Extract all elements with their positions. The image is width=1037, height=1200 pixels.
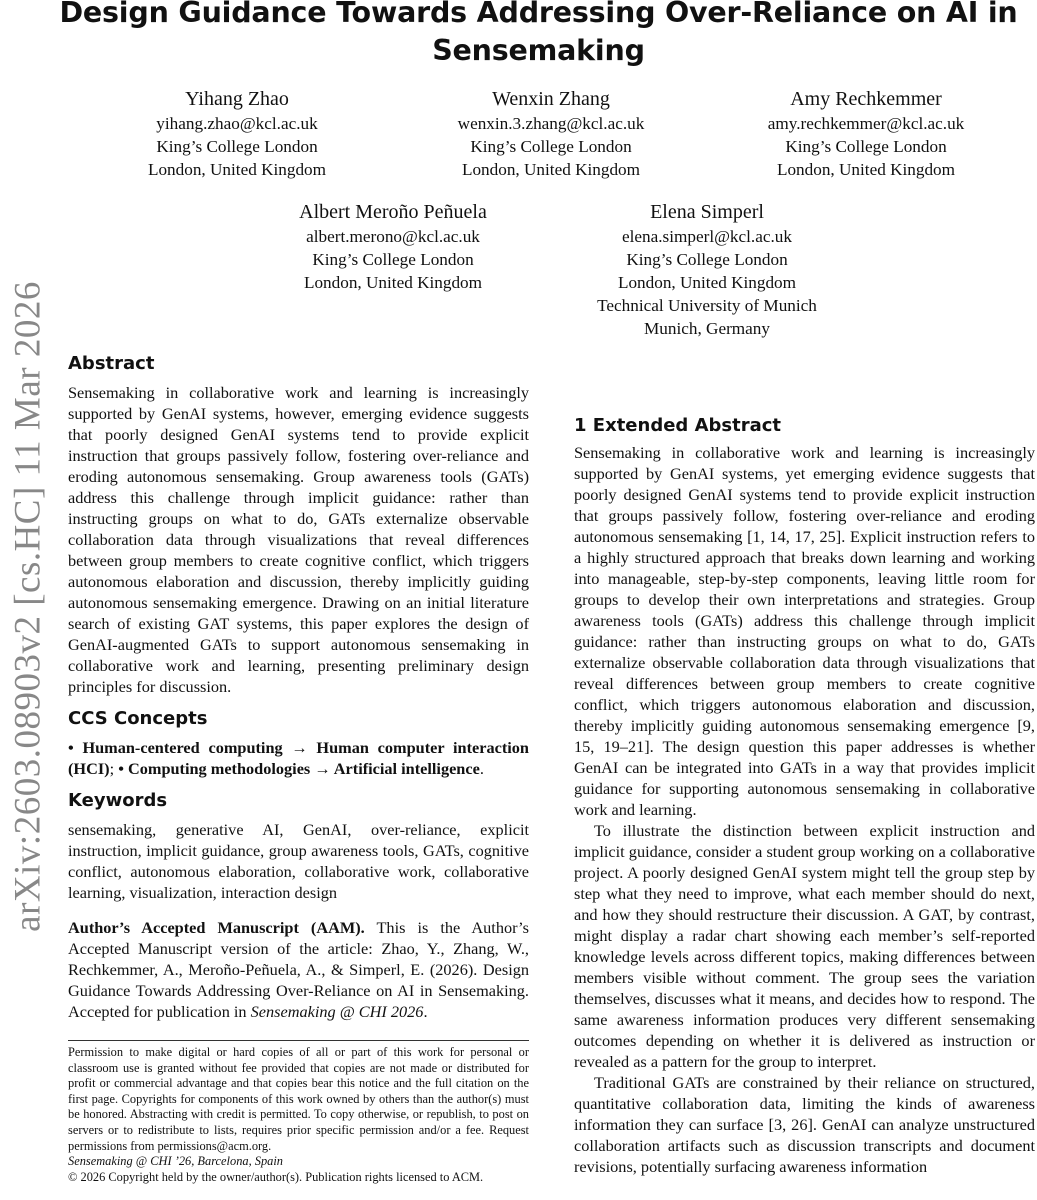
author-block [233,199,553,294]
paragraph: Traditional GATs are constrained by their reliance on structured, quantitative collaboration data, limiting the kinds of awareness information they can surface [3, 26]. GenAI can analyze unstructured collaboration artifacts such as discussion transcripts and document revisions, potentially surfacing awareness information [574,1073,1035,1176]
author-affiliation: King’s College London [626,250,788,269]
keywords-heading: Keywords [68,790,168,811]
aam-text: This is the Author’s Accepted Manuscript version of the article: Zhao, Y., Zhang, W., Rechkemmer, A., Meroño-Peñuela, A., & Simperl, E. (2026). Design Guidance Towards Addressing Over-Reliance on AI in Sensemaking. Accepted for publication in [68,918,529,1021]
right-column [574,414,1035,1177]
aam-end: . [423,1002,428,1021]
author-block [706,86,1026,181]
abstract-text: Sensemaking in collaborative work and learning is increasingly supported by GenAI systems, however, emerging evidence suggests that poorly designed GenAI systems tend to provide explicit instruction that groups passively follow, fostering over-reliance and eroding autonomous sensemaking. Group awareness tools (GATs) address this challenge through implicit guidance: rather than instructing groups on what to do, GATs externalize observable collaboration data through visualizations that reveal differences between group members to create cognitive conflict, which triggers autonomous elaboration and discussion, thereby implicitly guiding autonomous sensemaking emergence. Drawing on an initial literature search of existing GAT systems, this paper explores the design of GenAI-augmented GATs to support autonomous sensemaking in collaborative work and learning, presenting preliminary design principles for discussion. [68,383,529,696]
left-column [68,352,529,1022]
author-location: London, United Kingdom [147,160,327,179]
conference-venue: Sensemaking @ CHI ’26, Barcelona, Spain [68,1154,284,1169]
paper-title: Design Guidance Towards Addressing Over-Reliance on AI in Sensemaking [59,0,1018,67]
ccs-end: . [479,759,484,778]
ccs-concept-1: • Human-centered computing → Human computer interaction (HCI) [68,738,529,778]
author-block [547,199,867,340]
ccs-heading: CCS Concepts [68,708,208,729]
author-block [391,86,711,181]
author-email[interactable]: yihang.zhao@kcl.ac.uk [156,114,318,133]
author-affiliation: King’s College London [312,250,474,269]
ccs-concepts [68,737,529,779]
author-email[interactable]: amy.rechkemmer@kcl.ac.uk [767,114,965,133]
author-location: London, United Kingdom [776,160,956,179]
author-email[interactable]: elena.simperl@kcl.ac.uk [622,227,792,246]
author-name: Amy Rechkemmer [790,88,942,110]
author-location: London, United Kingdom [303,273,483,292]
author-location: London, United Kingdom [461,160,641,179]
author-name: Elena Simperl [650,201,764,223]
paragraph: To illustrate the distinction between explicit instruction and implicit guidance, consider a student group working on a collaborative project. A poorly designed GenAI system might tell the group step by step what they need to improve, what each member should do next, and how they should restructure their discussion. A GAT, by contrast, might display a radar chart showing each member’s self-reported knowledge levels across different topics, making differences between members visible without comment. The group sees the variation themselves, discusses what it means, and decides how to respond. The same awareness information produces very different sensemaking outcomes depending on whether it is delivered as instruction or revealed as a pattern for the group to interpret. [574,821,1035,1071]
author-affiliation: King’s College London [785,137,947,156]
aam-notice [68,917,529,1022]
abstract-heading: Abstract [68,353,155,374]
author-block [77,86,397,181]
author-affiliation-2: Technical University of Munich [597,296,817,315]
author-location: London, United Kingdom [617,273,797,292]
ccs-concept-2: • Computing methodologies → Artificial intelligence [118,759,480,778]
aam-label: Author’s Accepted Manuscript (AAM). [68,918,365,937]
permission-notice: Permission to make digital or hard copies of all or part of this work for personal or classroom use is granted without fee provided that copies are not made or distributed for profit or commercial advantage and that copies bear this notice and the full citation on the first page. Copyrights for components of this work owned by others than the author(s) must be honored. Abstracting with credit is permitted. To copy otherwise, or republish, to post on servers or to redistribute to lists, requires prior specific permission and/or a fee. Request permissions from permissions@acm.org. [68,1045,529,1153]
copyright-notice: © 2026 Copyright held by the owner/author(s). Publication rights licensed to ACM. [68,1169,484,1184]
aam-venue: Sensemaking @ CHI 2026 [250,1002,424,1021]
arxiv-identifier: arXiv:2603.08903v2 [cs.HC] 11 Mar 2026 [7,281,49,932]
author-location-2: Munich, Germany [643,319,770,338]
author-affiliation: King’s College London [156,137,318,156]
author-email[interactable]: albert.merono@kcl.ac.uk [306,227,480,246]
author-name: Wenxin Zhang [492,88,610,110]
author-name: Yihang Zhao [185,88,289,110]
author-name: Albert Meroño Peñuela [299,201,487,223]
keywords-text: sensemaking, generative AI, GenAI, over-reliance, explicit instruction, implicit guidance, group awareness tools, GATs, cognitive conflict, autonomous elaboration, collaborative work, collaborative learning, visualization, interaction design [68,820,529,902]
ccs-separator: ; [109,759,119,778]
author-email[interactable]: wenxin.3.zhang@kcl.ac.uk [457,114,645,133]
footnote [68,1040,529,1185]
paragraph: Sensemaking in collaborative work and learning is increasingly supported by GenAI systems, yet emerging evidence suggests that poorly designed GenAI systems tend to provide explicit instruction that groups passively follow, fostering over-reliance and eroding autonomous sensemaking [1, 14, 17, 25]. Explicit instruction refers to a highly structured approach that breaks down learning and working into manageable, step-by-step components, leaving little room for groups to develop their own interpretations and strategies. Group awareness tools (GATs) address this challenge through implicit guidance: rather than instructing groups on what to do, GATs externalize observable collaboration data through visualizations that reveal differences between group members to create cognitive conflict, which triggers autonomous elaboration and discussion, thereby implicitly guiding autonomous sensemaking emergence [9, 15, 19–21]. The design question this paper addresses is whether GenAI can be integrated into GATs in a way that provides implicit guidance for supporting autonomous sensemaking in collaborative work and learning. [574,443,1035,819]
author-affiliation: King’s College London [470,137,632,156]
section-heading: 1 Extended Abstract [574,415,781,436]
